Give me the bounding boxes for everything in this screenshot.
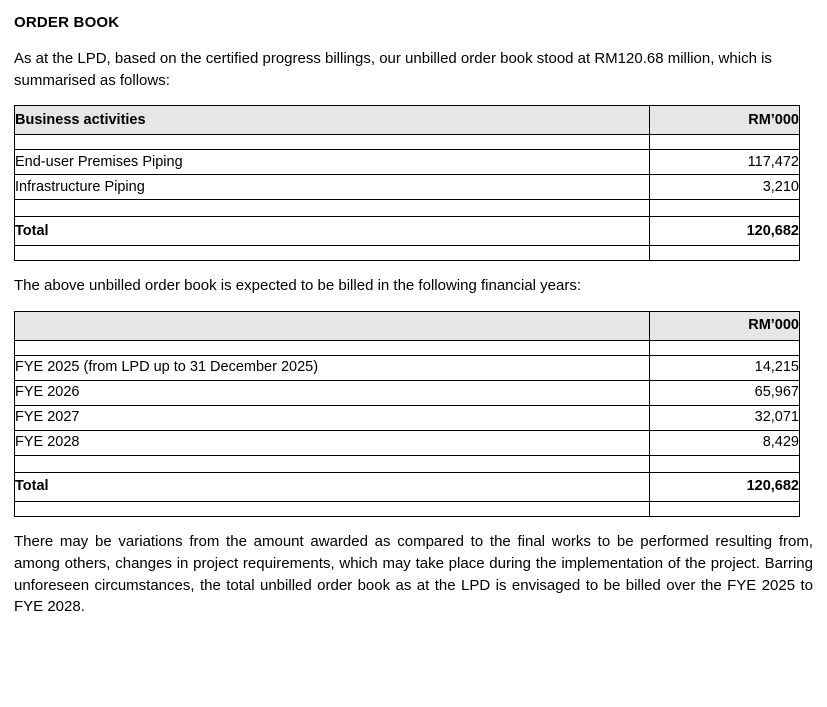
row-label: FYE 2025 (from LPD up to 31 December 2025) xyxy=(15,356,650,381)
total-amount: 120,682 xyxy=(649,473,799,502)
tail-cell-label xyxy=(15,502,650,517)
gap-cell-label xyxy=(15,456,650,473)
row-label: End-user Premises Piping xyxy=(15,150,650,175)
spacer-cell-amount xyxy=(649,341,799,356)
tail-cell-amount xyxy=(649,246,799,261)
spacer-cell-amount xyxy=(649,135,799,150)
row-amount: 32,071 xyxy=(649,406,799,431)
spacer-cell-label xyxy=(15,341,650,356)
total-label: Total xyxy=(15,473,650,502)
total-label: Total xyxy=(15,217,650,246)
table-gap-row xyxy=(15,200,800,217)
gap-cell-amount xyxy=(649,200,799,217)
table-row xyxy=(15,431,800,456)
table-row xyxy=(15,150,800,175)
table-header-row xyxy=(15,106,800,135)
row-amount: 14,215 xyxy=(649,356,799,381)
table-row xyxy=(15,406,800,431)
gap-cell-label xyxy=(15,200,650,217)
row-amount: 8,429 xyxy=(649,431,799,456)
column-header-amount: RM’000 xyxy=(649,106,799,135)
row-amount: 117,472 xyxy=(649,150,799,175)
table-total-row xyxy=(15,217,800,246)
row-label: Infrastructure Piping xyxy=(15,175,650,200)
table-total-row xyxy=(15,473,800,502)
row-amount: 3,210 xyxy=(649,175,799,200)
column-header-blank xyxy=(15,312,650,341)
row-amount: 65,967 xyxy=(649,381,799,406)
total-amount: 120,682 xyxy=(649,217,799,246)
spacer-cell-label xyxy=(15,135,650,150)
gap-cell-amount xyxy=(649,456,799,473)
table-row xyxy=(15,175,800,200)
table-tail-row xyxy=(15,246,800,261)
business-activities-table xyxy=(14,105,800,261)
table-spacer-row xyxy=(15,341,800,356)
table-spacer-row xyxy=(15,135,800,150)
table-tail-row xyxy=(15,502,800,517)
row-label: FYE 2027 xyxy=(15,406,650,431)
mid-paragraph: The above unbilled order book is expected to be billed in the following financial years: xyxy=(14,277,582,295)
row-label: FYE 2028 xyxy=(15,431,650,456)
table-gap-row xyxy=(15,456,800,473)
column-header-amount: RM’000 xyxy=(649,312,799,341)
table-row xyxy=(15,356,800,381)
intro-paragraph: As at the LPD, based on the certified progress billings, our unbilled order book stood at RM120.68 million, which is summarised as follows: xyxy=(14,49,772,89)
table-row xyxy=(15,381,800,406)
tail-cell-label xyxy=(15,246,650,261)
financial-years-table xyxy=(14,311,800,517)
table-header-row xyxy=(15,312,800,341)
page-title: ORDER BOOK xyxy=(14,14,120,31)
column-header-business-activities: Business activities xyxy=(15,106,650,135)
tail-cell-amount xyxy=(649,502,799,517)
row-label: FYE 2026 xyxy=(15,381,650,406)
closing-paragraph: There may be variations from the amount awarded as compared to the final works to be performed resulting from, among others, changes in project requirements, which may take place during the implementation of the project. Barring unforeseen circumstances, the total unbilled order book as at the LPD is envisaged to be billed over the FYE 2025 to FYE 2028. xyxy=(14,533,813,616)
